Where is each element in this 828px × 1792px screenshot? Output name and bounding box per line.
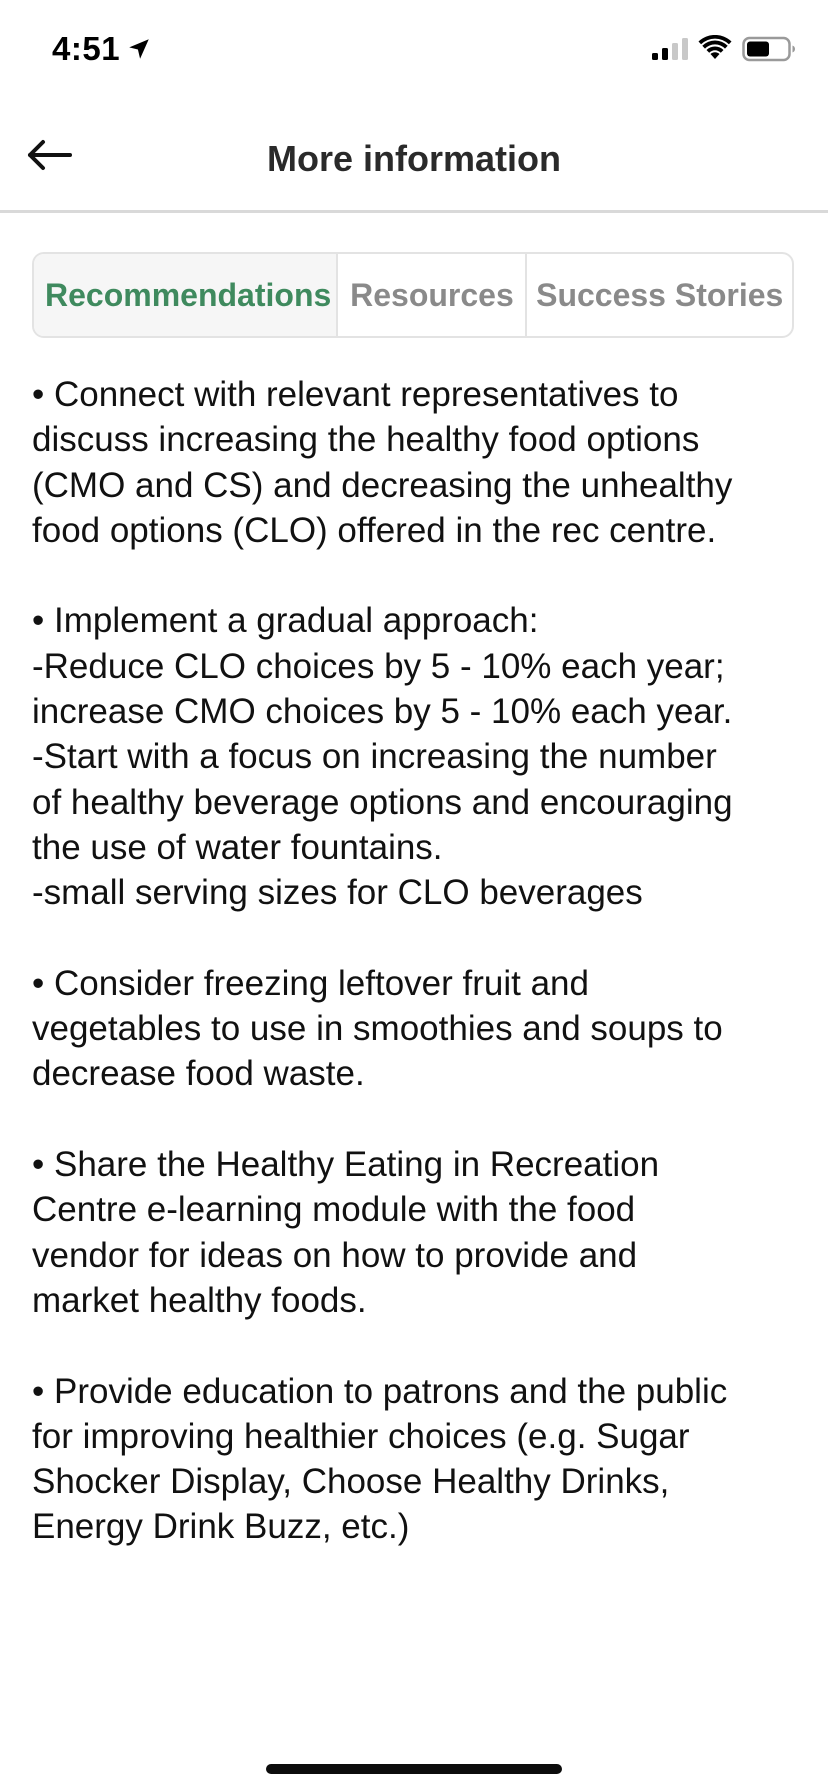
recommendation-line: Energy Drink Buzz, etc.): [32, 1507, 410, 1547]
recommendation-line: decrease food waste.: [32, 1054, 365, 1094]
recommendation-line: -small serving sizes for CLO beverages: [32, 873, 643, 913]
battery-icon: [742, 36, 796, 62]
recommendation-line: -Reduce CLO choices by 5 - 10% each year;: [32, 646, 725, 686]
status-time: 4:51: [52, 30, 121, 67]
recommendation-line: • Implement a gradual approach:: [32, 601, 539, 641]
recommendation-line: • Share the Healthy Eating in Recreation: [32, 1145, 660, 1185]
recommendation-line: Shocker Display, Choose Healthy Drinks,: [32, 1462, 670, 1502]
tab-success-stories[interactable]: Success Stories: [525, 254, 792, 336]
recommendation-item: [32, 961, 804, 1097]
recommendation-line: the use of water fountains.: [32, 827, 443, 867]
recommendation-line: discuss increasing the healthy food options: [32, 420, 700, 460]
recommendation-line: vegetables to use in smoothies and soups to: [32, 1009, 723, 1049]
recommendations-content: [32, 372, 804, 1595]
home-indicator[interactable]: [266, 1764, 562, 1774]
recommendation-item: [32, 372, 804, 553]
recommendation-item: [32, 1142, 804, 1323]
tab-recommendations[interactable]: Recommendations: [34, 254, 336, 336]
recommendation-line: of healthy beverage options and encouraging: [32, 782, 733, 822]
tab-bar: [32, 252, 794, 338]
recommendation-line: • Consider freezing leftover fruit and: [32, 963, 589, 1003]
page-title: More information: [267, 138, 561, 179]
recommendation-line: vendor for ideas on how to provide and: [32, 1235, 638, 1275]
recommendation-line: food options (CLO) offered in the rec centre.: [32, 510, 717, 550]
status-bar: [0, 0, 828, 100]
recommendation-item: [32, 1369, 804, 1550]
wifi-icon: [698, 35, 732, 61]
recommendation-line: • Connect with relevant representatives to: [32, 375, 679, 414]
recommendation-line: (CMO and CS) and decreasing the unhealthy: [32, 465, 733, 505]
header: [0, 100, 828, 213]
recommendation-line: -Start with a focus on increasing the number: [32, 737, 717, 777]
recommendation-item: [32, 598, 804, 915]
recommendation-line: for improving healthier choices (e.g. Sugar: [32, 1416, 690, 1456]
recommendation-line: • Provide education to patrons and the public: [32, 1371, 728, 1411]
recommendation-line: Centre e-learning module with the food: [32, 1190, 636, 1230]
recommendation-line: increase CMO choices by 5 - 10% each year.: [32, 692, 733, 732]
cellular-signal-icon: [651, 37, 689, 61]
location-arrow-icon: [126, 36, 152, 62]
tab-resources[interactable]: Resources: [336, 254, 525, 336]
recommendation-line: market healthy foods.: [32, 1280, 367, 1320]
